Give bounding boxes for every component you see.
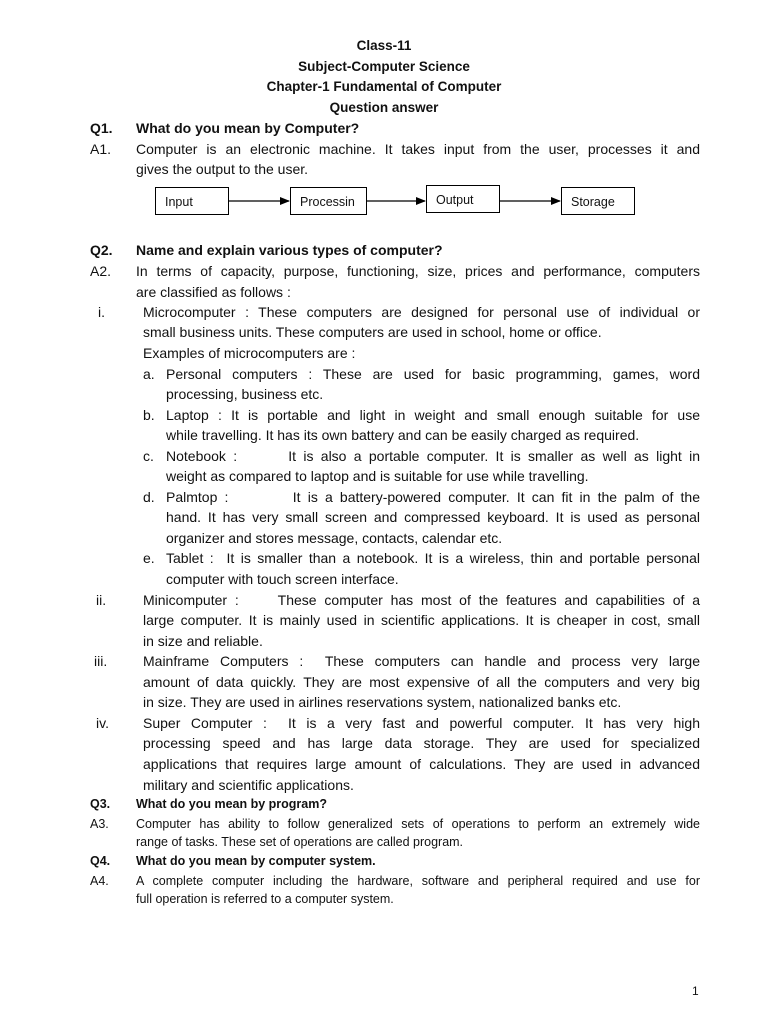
a4-number: A4. — [90, 874, 109, 888]
q4-question: What do you mean by computer system. — [136, 854, 376, 868]
a4-line-2: full operation is referred to a computer system. — [136, 892, 394, 906]
mainframe-line-1: Mainframe Computers : These computers can handle and process very large — [143, 653, 700, 669]
a1-line-1: Computer is an electronic machine. It takes input from the user, processes it and — [136, 141, 700, 157]
notebook-line-2: weight as compared to laptop and is suitable for use while travelling. — [166, 468, 589, 484]
chapter-title: Chapter-1 Fundamental of Computer — [266, 79, 502, 94]
supercomputer-line-3: applications that requires large amount of calculations. They are used in advanced — [143, 756, 700, 772]
personal-computers-line-1: Personal computers : These are used for basic programming, games, word — [166, 366, 700, 382]
supercomputer-line-4: military and scientific applications. — [143, 777, 354, 793]
flow-box-storage: Storage — [561, 187, 635, 215]
sub-marker-a: a. — [143, 366, 155, 382]
supercomputer-line-1: Super Computer : It is a very fast and powerful computer. It has very high — [143, 715, 700, 731]
computer-flow-diagram — [0, 185, 768, 221]
list-marker-ii: ii. — [96, 592, 107, 608]
q4-number: Q4. — [90, 854, 111, 868]
laptop-line-1: Laptop : It is portable and light in weight and small enough suitable for use — [166, 407, 700, 423]
sub-marker-d: d. — [143, 489, 155, 505]
minicomputer-line-3: in size and reliable. — [143, 633, 263, 649]
q1-number: Q1. — [90, 120, 113, 136]
a2-number: A2. — [90, 263, 112, 279]
list-marker-iv: iv. — [96, 715, 109, 731]
a1-line-2: gives the output to the user. — [136, 161, 309, 177]
q3-number: Q3. — [90, 797, 111, 811]
sub-marker-b: b. — [143, 407, 155, 423]
section-title: Question answer — [329, 99, 439, 115]
class-title: Class-11 — [356, 38, 412, 53]
sub-marker-e: e. — [143, 550, 155, 566]
flow-box-input: Input — [155, 187, 229, 215]
list-marker-iii: iii. — [94, 653, 108, 669]
microcomputer-examples: Examples of microcomputers are : — [143, 345, 356, 361]
mainframe-line-2: amount of data quickly. They are most expensive of all the computers and very big — [143, 674, 700, 690]
a2-intro-line-2: are classified as follows : — [136, 284, 291, 300]
list-marker-i: i. — [98, 304, 105, 320]
a3-line-1: Computer has ability to follow generalized sets of operations to perform an extremely wide — [136, 817, 700, 831]
q2-number: Q2. — [90, 242, 113, 258]
palmtop-line-3: organizer and stores message, contacts, calendar etc. — [166, 530, 503, 546]
q3-question: What do you mean by program? — [136, 797, 327, 811]
tablet-line-1: Tablet : It is smaller than a notebook. It is a wireless, thin and portable personal — [166, 550, 700, 566]
a4-line-1: A complete computer including the hardware, software and peripheral required and use for — [136, 874, 700, 888]
a1-number: A1. — [90, 141, 112, 157]
subject-title: Subject-Computer Science — [298, 58, 470, 74]
palmtop-line-1: Palmtop : It is a battery-powered computer. It can fit in the palm of the — [166, 489, 700, 505]
q2-question: Name and explain various types of computer? — [136, 242, 443, 258]
document-header — [0, 36, 768, 118]
sub-marker-c: c. — [143, 448, 154, 464]
minicomputer-line-1: Minicomputer : These computer has most of the features and capabilities of a — [143, 592, 700, 608]
tablet-line-2: computer with touch screen interface. — [166, 571, 399, 587]
q1-question: What do you mean by Computer? — [136, 120, 360, 136]
supercomputer-line-2: processing speed and has large data storage. They are used for specialized — [143, 735, 700, 751]
page-number: 1 — [692, 984, 699, 998]
a3-number: A3. — [90, 817, 109, 831]
microcomputer-line-1: Microcomputer : These computers are designed for personal use of individual or — [143, 304, 700, 320]
palmtop-line-2: hand. It has very small screen and compressed keyboard. It is used as personal — [166, 509, 700, 525]
personal-computers-line-2: processing, business etc. — [166, 386, 324, 402]
microcomputer-line-2: small business units. These computers are used in school, home or office. — [143, 324, 602, 340]
minicomputer-line-2: large computer. It is mainly used in scientific applications. It is cheaper in cost, small — [143, 612, 700, 628]
flow-box-output: Output — [426, 185, 500, 213]
flow-arrows — [0, 185, 768, 221]
laptop-line-2: while travelling. It has its own battery and can be easily charged as required. — [166, 427, 640, 443]
a3-line-2: range of tasks. These set of operations are called program. — [136, 835, 464, 849]
notebook-line-1: Notebook : It is also a portable computer. It is smaller as well as light in — [166, 448, 700, 464]
flow-box-processing: Processin — [290, 187, 367, 215]
mainframe-line-3: in size. They are used in airlines reservations system, nationalized banks etc. — [143, 694, 622, 710]
a2-intro-line-1: In terms of capacity, purpose, functioning, size, prices and performance, computers — [136, 263, 700, 279]
